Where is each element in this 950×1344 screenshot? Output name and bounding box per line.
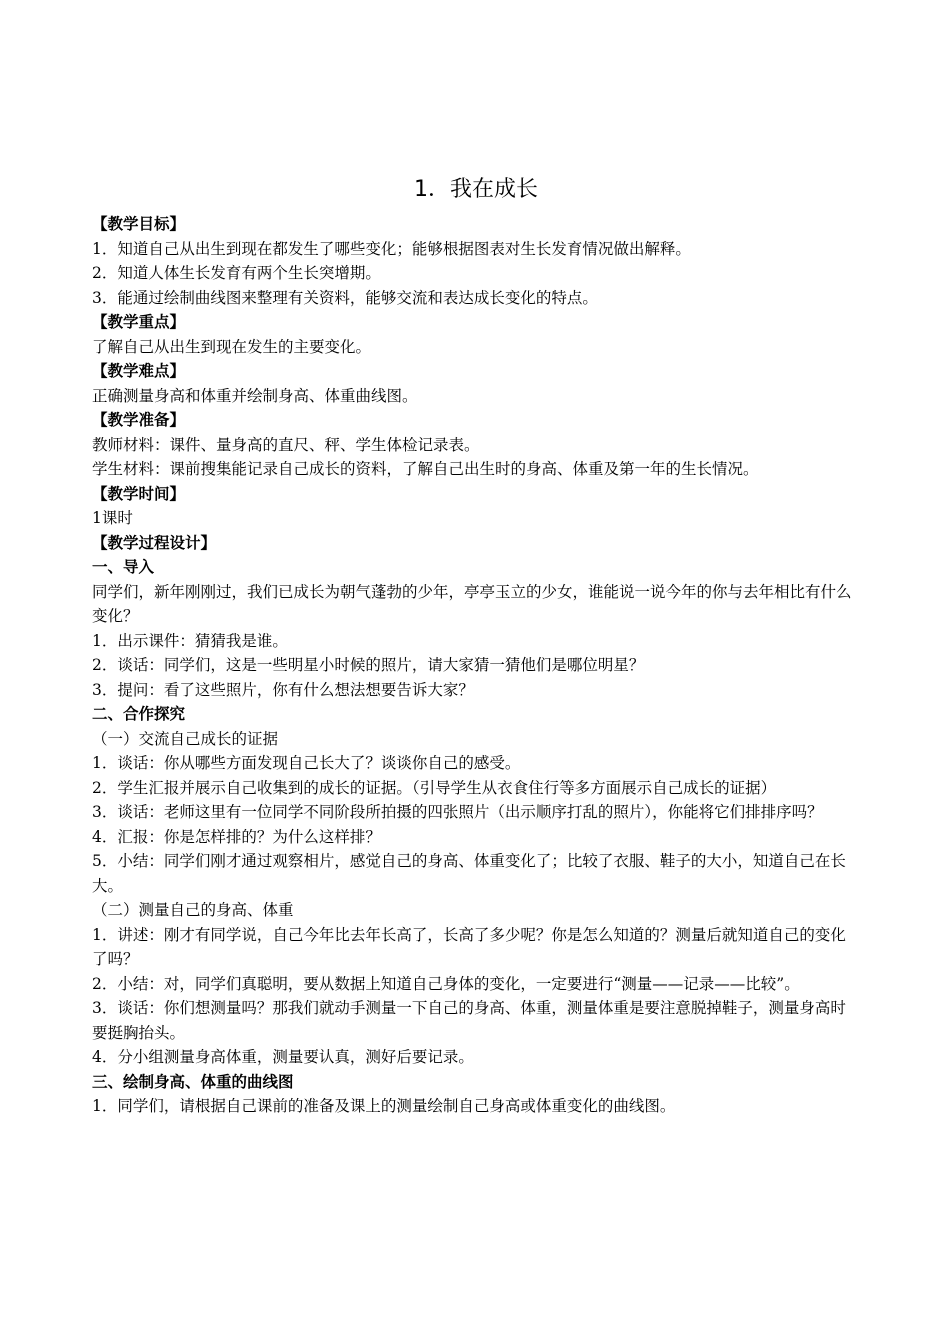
section-heading: 【教学过程设计】	[92, 533, 217, 552]
paragraph: 1．知道自己从出生到现在都发生了哪些变化；能够根据图表对生长发育情况做出解释。	[92, 239, 691, 258]
paragraph: 3．谈话：你们想测量吗？那我们就动手测量一下自己的身高、体重，测量体重是要注意脱掉鞋子，测量身高时要挺胸抬头。	[92, 999, 846, 1042]
paragraph: 2．知道人体生长发育有两个生长突增期。	[92, 264, 381, 282]
paragraph: （二）测量自己的身高、体重	[92, 901, 294, 919]
paragraph: （一）交流自己成长的证据	[92, 729, 279, 748]
paragraph: 了解自己从出生到现在发生的主要变化。	[92, 337, 372, 356]
paragraph: 同学们，新年刚刚过，我们已成长为朝气蓬勃的少年，亭亭玉立的少女，谁能说一说今年的你与去年相比有什么变化？	[92, 582, 852, 625]
paragraph: 3．能通过绘制曲线图来整理有关资料，能够交流和表达成长变化的特点。	[92, 288, 598, 307]
paragraph: 3．谈话：老师这里有一位同学不同阶段所拍摄的四张照片（出示顺序打乱的照片），你能将它们排排序吗？	[92, 803, 823, 821]
paragraph: 1．出示课件：猜猜我是谁。	[92, 631, 288, 650]
paragraph: 正确测量身高和体重并绘制身高、体重曲线图。	[92, 386, 418, 405]
paragraph: 教师材料：课件、量身高的直尺、秤、学生体检记录表。	[92, 435, 480, 454]
section-heading: 【教学目标】	[92, 215, 186, 233]
document-body	[92, 212, 860, 1119]
paragraph: 2．学生汇报并展示自己收集到的成长的证据。（引导学生从衣食住行等多方面展示自己成长的证据）	[92, 778, 777, 797]
paragraph: 5．小结：同学们刚才通过观察相片，感觉自己的身高、体重变化了；比较了衣服、鞋子的大小，知道自己在长大。	[92, 852, 846, 895]
section-heading: 三、绘制身高、体重的曲线图	[92, 1072, 294, 1091]
paragraph: 4．汇报：你是怎样排的？为什么这样排？	[92, 827, 381, 846]
section-heading: 【教学准备】	[92, 411, 186, 429]
paragraph: 2．小结：对，同学们真聪明，要从数据上知道自己身体的变化，一定要进行“测量——记录——比较”。	[92, 974, 800, 993]
paragraph: 1课时	[92, 509, 133, 527]
paragraph: 4．分小组测量身高体重，测量要认真，测好后要记录。	[92, 1048, 474, 1066]
section-heading: 【教学时间】	[92, 484, 186, 503]
paragraph: 1．谈话：你从哪些方面发现自己长大了？谈谈你自己的感受。	[92, 754, 521, 772]
paragraph: 1．同学们，请根据自己课前的准备及课上的测量绘制自己身高或体重变化的曲线图。	[92, 1097, 676, 1115]
section-heading: 二、合作探究	[92, 705, 186, 723]
paragraph: 1．讲述：刚才有同学说，自己今年比去年长高了，长高了多少呢？你是怎么知道的？测量后就知道自己的变化了吗？	[92, 925, 846, 968]
section-heading: 一、导入	[92, 558, 155, 576]
section-heading: 【教学难点】	[92, 362, 186, 380]
paragraph: 学生材料：课前搜集能记录自己成长的资料，了解自己出生时的身高、体重及第一年的生长情况。	[92, 460, 759, 478]
paragraph: 3．提问：看了这些照片，你有什么想法想要告诉大家？	[92, 680, 474, 699]
section-heading: 【教学重点】	[92, 313, 186, 331]
document-title: 1．我在成长	[414, 177, 538, 202]
paragraph: 2．谈话：同学们，这是一些明星小时候的照片，请大家猜一猜他们是哪位明星？	[92, 656, 645, 674]
